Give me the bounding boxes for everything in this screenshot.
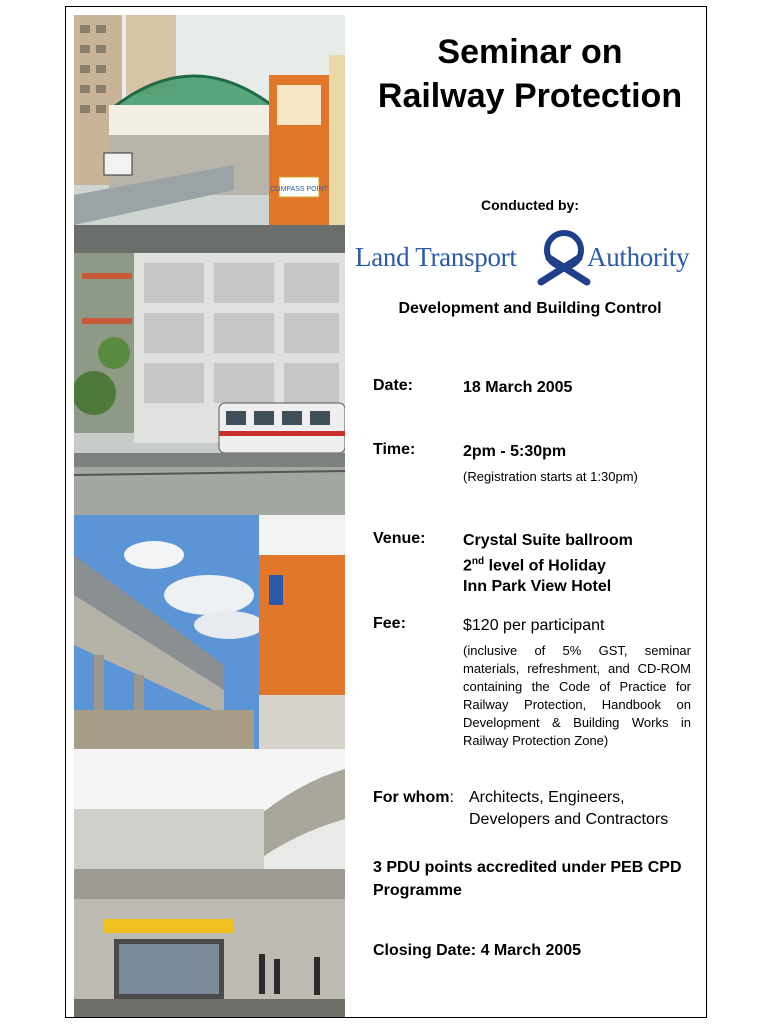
for-whom-line-2: Developers and Contractors bbox=[469, 811, 669, 828]
title-line-1: Seminar on bbox=[437, 33, 623, 71]
closing-date: Closing Date: 4 March 2005 bbox=[373, 942, 582, 959]
registration-note: (Registration starts at 1:30pm) bbox=[463, 469, 638, 484]
photo-viaduct-sky bbox=[74, 515, 345, 749]
conducted-by-label: Conducted by: bbox=[481, 197, 579, 213]
time-value: 2pm - 5:30pm bbox=[463, 443, 567, 460]
for-whom-line-1: Architects, Engineers, bbox=[469, 789, 625, 806]
for-whom-colon: : bbox=[449, 789, 454, 806]
fee-note: (inclusive of 5% GST, seminar materials, refreshment, and CD-ROM containing the Code of Practice for Railway Protection, Handbook on Development & Building Works in Railway Protection Zone) bbox=[463, 643, 691, 748]
logo-text-right: Authority bbox=[587, 242, 690, 272]
compass-point-sign: COMPASS POINT bbox=[270, 186, 328, 193]
fee-value: $120 per participant bbox=[463, 617, 605, 634]
venue-line-2 bbox=[463, 551, 691, 576]
time-label: Time: bbox=[373, 441, 416, 458]
title-line-2: Railway Protection bbox=[377, 77, 683, 115]
page-title bbox=[360, 30, 700, 118]
photo-station-dome bbox=[74, 15, 345, 253]
venue-line-3: Inn Park View Hotel bbox=[463, 578, 612, 596]
date-label: Date: bbox=[373, 377, 414, 394]
date-value: 18 March 2005 bbox=[463, 379, 573, 396]
venue-line-1: Crystal Suite ballroom bbox=[463, 532, 633, 549]
logo-text-left: Land Transport bbox=[355, 242, 517, 272]
pdu-points: 3 PDU points accredited under PEB CPD Programme bbox=[373, 859, 682, 899]
lta-ribbon-logo-icon bbox=[533, 228, 595, 286]
division-name: Development and Building Control bbox=[398, 300, 662, 317]
lta-logo bbox=[355, 228, 700, 286]
photo-train-viaduct bbox=[74, 253, 345, 515]
venue-label: Venue: bbox=[373, 530, 426, 547]
for-whom-row bbox=[373, 789, 669, 828]
for-whom-label: For whom bbox=[373, 789, 450, 806]
venue-ordinal: 2 bbox=[463, 557, 472, 575]
photo-column bbox=[74, 15, 345, 1017]
fee-label: Fee: bbox=[373, 615, 406, 632]
venue-ordinal-suffix: nd bbox=[471, 556, 485, 567]
photo-station-entrance bbox=[74, 749, 345, 1017]
venue-line-2-rest: level of Holiday bbox=[484, 557, 606, 575]
